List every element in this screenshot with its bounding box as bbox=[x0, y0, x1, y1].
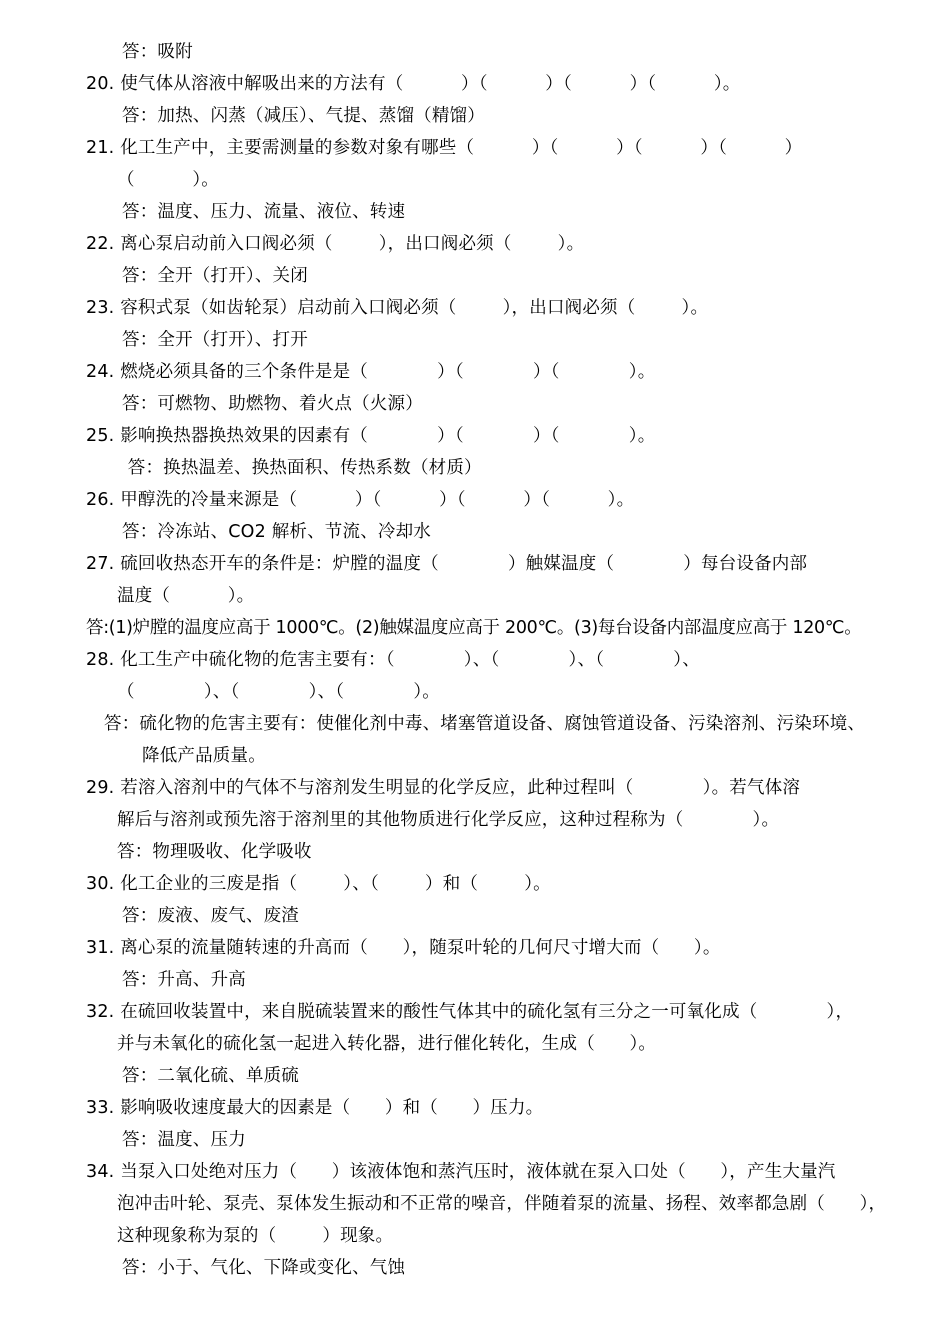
answer-33: 答：温度、压力 bbox=[122, 1130, 246, 1150]
question-26: 26. 甲醇洗的冷量来源是（ ）（ ）（ ）（ ）。 bbox=[86, 490, 635, 510]
answer-20: 答：加热、闪蒸（减压）、气提、蒸馏（精馏） bbox=[122, 106, 485, 126]
question-20: 20. 使气体从溶液中解吸出来的方法有（ ）（ ）（ ）（ ）。 bbox=[86, 74, 741, 94]
answer-24: 答：可燃物、助燃物、着火点（火源） bbox=[122, 394, 423, 414]
question-29: 29. 若溶入溶剂中的气体不与溶剂发生明显的化学反应，此种过程叫（ ）。若气体溶 bbox=[86, 778, 801, 798]
question-29-cont: 解后与溶剂或预先溶于溶剂里的其他物质进行化学反应，这种过程称为（ ）。 bbox=[117, 810, 780, 830]
answer-line: 答：吸附 bbox=[122, 42, 193, 62]
answer-30: 答：废液、废气、废渣 bbox=[122, 906, 299, 926]
answer-26: 答：冷冻站、CO2 解析、节流、冷却水 bbox=[122, 522, 431, 542]
question-28: 28. 化工生产中硫化物的危害主要有：（ ）、（ ）、（ ）、 bbox=[86, 650, 700, 670]
answer-23: 答：全开（打开）、打开 bbox=[122, 330, 308, 350]
question-23: 23. 容积式泵（如齿轮泵）启动前入口阀必须（ ），出口阀必须（ ）。 bbox=[86, 298, 709, 318]
question-34-cont-1: 泡冲击叶轮、泵壳、泵体发生振动和不正常的噪音，伴随着泵的流量、扬程、效率都急剧（ ）， bbox=[117, 1194, 887, 1214]
answer-34: 答：小于、气化、下降或变化、气蚀 bbox=[122, 1258, 406, 1278]
answer-28-cont: 降低产品质量。 bbox=[142, 746, 266, 766]
answer-21: 答：温度、压力、流量、液位、转速 bbox=[122, 202, 406, 222]
answer-32: 答：二氧化硫、单质硫 bbox=[122, 1066, 299, 1086]
question-33: 33. 影响吸收速度最大的因素是（ ）和（ ）压力。 bbox=[86, 1098, 544, 1118]
question-25: 25. 影响换热器换热效果的因素有（ ）（ ）（ ）。 bbox=[86, 426, 656, 446]
question-32: 32. 在硫回收装置中，来自脱硫装置来的酸性气体其中的硫化氢有三分之一可氧化成（ ）， bbox=[86, 1002, 854, 1022]
answer-31: 答：升高、升高 bbox=[122, 970, 246, 990]
question-24: 24. 燃烧必须具备的三个条件是是（ ）（ ）（ ）。 bbox=[86, 362, 656, 382]
question-32-cont: 并与未氧化的硫化氢一起进入转化器，进行催化转化，生成（ ）。 bbox=[117, 1034, 657, 1054]
answer-22: 答：全开（打开）、关闭 bbox=[122, 266, 308, 286]
answer-28: 答：硫化物的危害主要有：使催化剂中毒、堵塞管道设备、腐蚀管道设备、污染溶剂、污染环境、 bbox=[104, 714, 866, 734]
question-34-cont-2: 这种现象称为泵的（ ）现象。 bbox=[117, 1226, 394, 1246]
question-34: 34. 当泵入口处绝对压力（ ）该液体饱和蒸汽压时，液体就在泵入口处（ ），产生大量汽 bbox=[86, 1162, 836, 1182]
question-31: 31. 离心泵的流量随转速的升高而（ ），随泵叶轮的几何尺寸增大而（ ）。 bbox=[86, 938, 721, 958]
question-21: 21. 化工生产中，主要需测量的参数对象有哪些（ ）（ ）（ ）（ ） bbox=[86, 138, 803, 158]
question-21-cont: （ ）。 bbox=[117, 170, 219, 190]
answer-25: 答：换热温差、换热面积、传热系数（材质） bbox=[122, 458, 482, 478]
question-30: 30. 化工企业的三废是指（ ）、（ ）和（ ）。 bbox=[86, 874, 551, 894]
answer-27: 答:(1)炉膛的温度应高于 1000℃。(2)触媒温度应高于 200℃。(3)每台设备内部温度应高于 120℃。 bbox=[86, 618, 862, 638]
answer-29: 答：物理吸收、化学吸收 bbox=[117, 842, 312, 862]
question-27: 27. 硫回收热态开车的条件是：炉膛的温度（ ）触媒温度（ ）每台设备内部 bbox=[86, 554, 808, 574]
question-27-cont: 温度（ ）。 bbox=[117, 586, 255, 606]
question-28-cont: （ ）、（ ）、（ ）。 bbox=[117, 682, 441, 702]
question-22: 22. 离心泵启动前入口阀必须（ ），出口阀必须（ ）。 bbox=[86, 234, 585, 254]
